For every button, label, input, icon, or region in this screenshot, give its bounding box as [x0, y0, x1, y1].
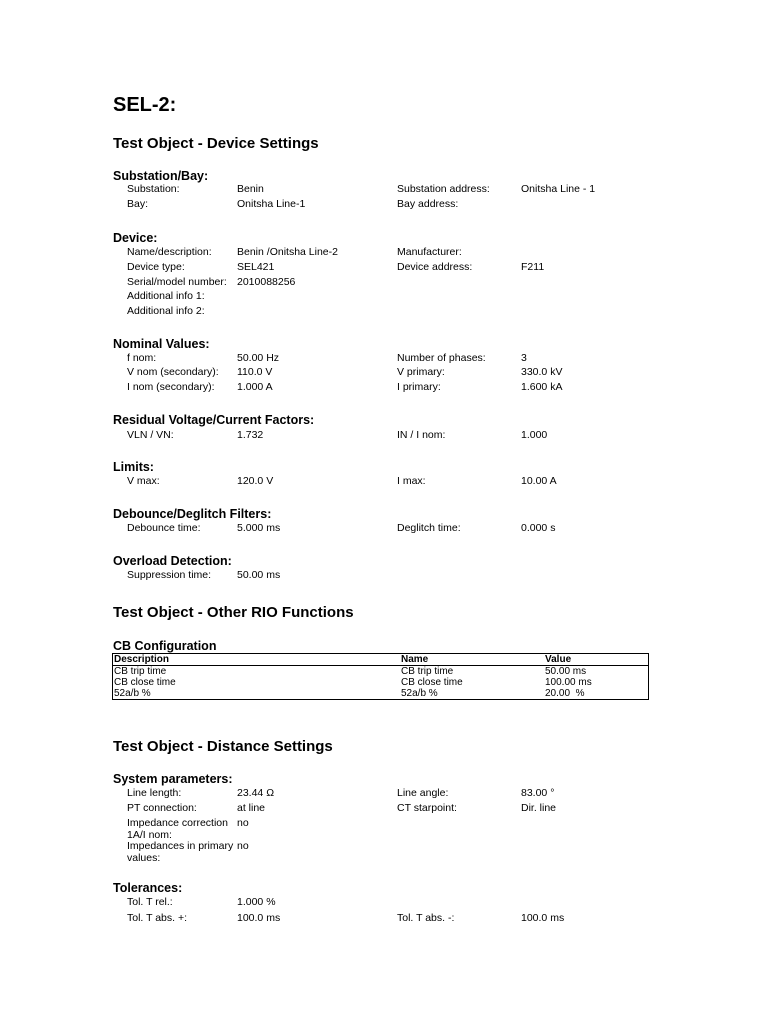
value: 5.000 ms — [237, 522, 281, 534]
label: Tol. T abs. -: — [397, 912, 455, 924]
label: Name/description: — [127, 246, 212, 258]
label: Line angle: — [397, 787, 449, 799]
device-row — [0, 261, 768, 276]
cell-value: 20.00 % — [545, 688, 585, 699]
debounce-heading: Debounce/Deglitch Filters: — [113, 507, 272, 521]
column-header-description: Description — [113, 654, 401, 666]
value: 1.000 A — [237, 381, 273, 393]
label: Serial/model number: — [127, 276, 227, 288]
label: Number of phases: — [397, 352, 486, 364]
device-heading: Device: — [113, 231, 158, 245]
tolerance-row — [0, 896, 768, 911]
value: 1.000 % — [237, 896, 276, 908]
tolerances-heading: Tolerances: — [113, 881, 183, 895]
overload-row — [0, 569, 768, 584]
cell-value: 100.00 ms — [545, 677, 592, 688]
column-header-value: Value — [544, 654, 649, 666]
label: CT starpoint: — [397, 802, 457, 814]
table-header-row — [113, 654, 649, 666]
label: Additional info 1: — [127, 290, 205, 302]
nominal-row — [0, 352, 768, 367]
value: 83.00 ° — [521, 787, 555, 799]
label: Impedance correction 1A/I nom: — [127, 817, 228, 841]
label: V nom (secondary): — [127, 366, 219, 378]
value: 330.0 kV — [521, 366, 563, 378]
value: 0.000 s — [521, 522, 556, 534]
label: I nom (secondary): — [127, 381, 215, 393]
value: at line — [237, 802, 266, 814]
system-param-row — [0, 840, 768, 866]
label: Tol. T rel.: — [127, 896, 173, 908]
substation-row — [0, 183, 768, 198]
label: Suppression time: — [127, 569, 212, 581]
label: Bay: — [127, 198, 149, 210]
value: Dir. line — [521, 802, 557, 814]
cell-description: CB close time — [114, 677, 176, 688]
label: Device address: — [397, 261, 473, 273]
value: 50.00 Hz — [237, 352, 280, 364]
overload-heading: Overload Detection: — [113, 554, 232, 568]
value: SEL421 — [237, 261, 275, 273]
cell-name: CB trip time — [401, 666, 454, 677]
value: 110.0 V — [237, 366, 273, 378]
limits-heading: Limits: — [113, 460, 154, 474]
device-row — [0, 290, 768, 305]
page-title: SEL-2: — [113, 94, 177, 116]
device-row — [0, 305, 768, 320]
value: Onitsha Line-1 — [237, 198, 306, 210]
label: PT connection: — [127, 802, 197, 814]
label: Tol. T abs. +: — [127, 912, 188, 924]
label: IN / I nom: — [397, 429, 446, 441]
distance-settings-heading: Test Object - Distance Settings — [113, 738, 333, 755]
label: I primary: — [397, 381, 441, 393]
system-param-row — [0, 787, 768, 802]
label: VLN / VN: — [127, 429, 174, 441]
value: 3 — [521, 352, 527, 364]
value: Onitsha Line - 1 — [521, 183, 596, 195]
label: Additional info 2: — [127, 305, 205, 317]
value: no — [237, 840, 249, 852]
value: Benin /Onitsha Line-2 — [237, 246, 338, 258]
device-row — [0, 246, 768, 261]
label: V primary: — [397, 366, 445, 378]
table-row — [113, 666, 649, 678]
cell-value: 50.00 ms — [545, 666, 587, 677]
value: 100.0 ms — [237, 912, 281, 924]
cell-name: 52a/b % — [401, 688, 438, 699]
value: 23.44 Ω — [237, 787, 275, 799]
table-row — [113, 688, 649, 700]
label: I max: — [397, 475, 426, 487]
column-header-name: Name — [400, 654, 544, 666]
label: Manufacturer: — [397, 246, 462, 258]
label: f nom: — [127, 352, 157, 364]
value: 120.0 V — [237, 475, 274, 487]
label: Deglitch time: — [397, 522, 461, 534]
debounce-row — [0, 522, 768, 537]
label: Impedances in primary values: — [127, 840, 234, 864]
value: 1.000 — [521, 429, 548, 441]
label: Debounce time: — [127, 522, 201, 534]
cell-name: CB close time — [401, 677, 463, 688]
cell-description: 52a/b % — [114, 688, 151, 699]
label: V max: — [127, 475, 160, 487]
bay-row — [0, 198, 768, 213]
system-param-row — [0, 802, 768, 817]
table-row — [113, 677, 649, 688]
label: Substation address: — [397, 183, 490, 195]
value: 2010088256 — [237, 276, 296, 288]
value: F211 — [521, 261, 545, 273]
cell-description: CB trip time — [114, 666, 167, 677]
tolerance-row — [0, 912, 768, 927]
rio-functions-heading: Test Object - Other RIO Functions — [113, 604, 354, 621]
value: 10.00 A — [521, 475, 557, 487]
nominal-values-heading: Nominal Values: — [113, 337, 210, 351]
residual-heading: Residual Voltage/Current Factors: — [113, 413, 315, 427]
label: Bay address: — [397, 198, 459, 210]
label: Line length: — [127, 787, 182, 799]
value: Benin — [237, 183, 264, 195]
label: Substation: — [127, 183, 180, 195]
substation-bay-heading: Substation/Bay: — [113, 169, 209, 183]
device-row — [0, 276, 768, 291]
value: 1.600 kA — [521, 381, 563, 393]
residual-row — [0, 429, 768, 444]
cb-configuration-heading: CB Configuration — [113, 639, 217, 653]
nominal-row — [0, 381, 768, 396]
value: 50.00 ms — [237, 569, 281, 581]
system-parameters-heading: System parameters: — [113, 772, 233, 786]
value: no — [237, 817, 249, 829]
nominal-row — [0, 366, 768, 381]
limits-row — [0, 475, 768, 490]
label: Device type: — [127, 261, 185, 273]
cb-configuration-table — [112, 653, 649, 700]
value: 1.732 — [237, 429, 264, 441]
device-settings-heading: Test Object - Device Settings — [113, 135, 319, 152]
value: 100.0 ms — [521, 912, 565, 924]
